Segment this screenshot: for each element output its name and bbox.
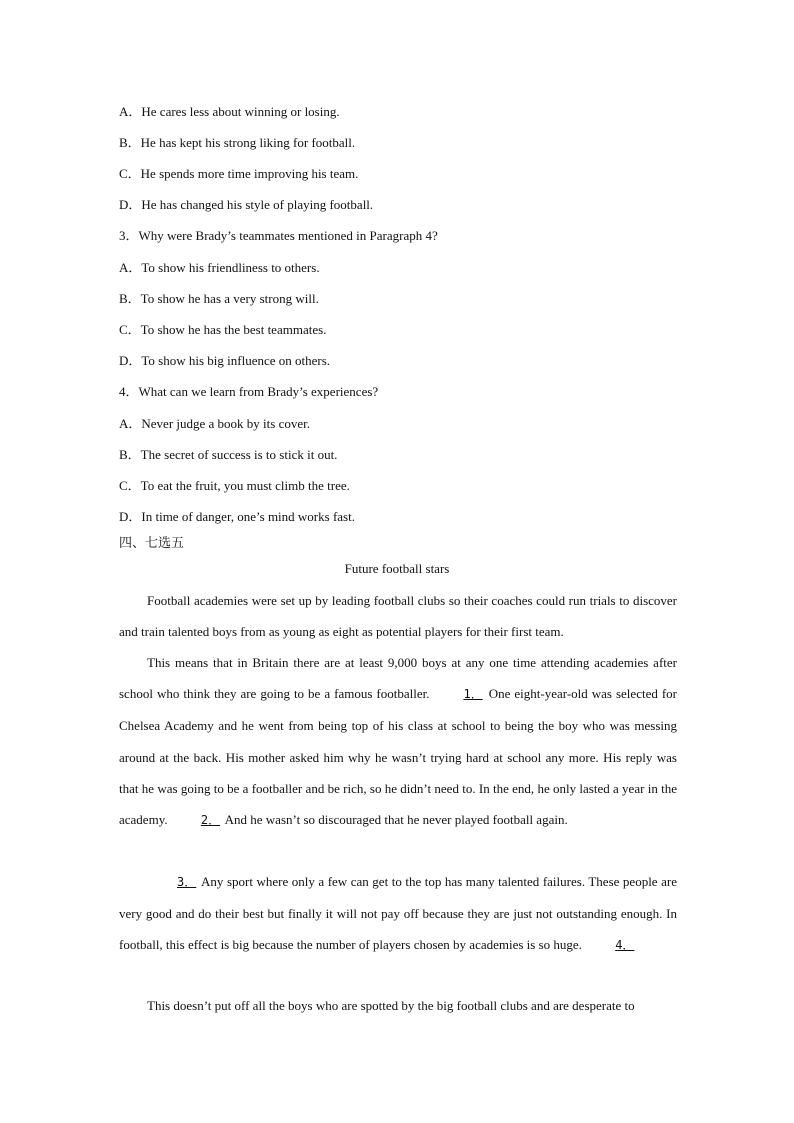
q4-option-b: B．The secret of success is to stick it out.	[119, 447, 338, 462]
q3-option-c: C．To show he has the best teammates.	[119, 322, 327, 337]
blank-1: 1．	[463, 687, 483, 702]
q2-option-a: A．He cares less about winning or losing.	[119, 104, 340, 119]
q4-option-a: A．Never judge a book by its cover.	[119, 416, 310, 431]
passage-paragraph-4	[119, 990, 677, 1021]
q3-question: 3．Why were Brady’s teammates mentioned in Paragraph 4?	[119, 228, 438, 243]
passage-paragraph-3	[119, 866, 677, 962]
q3-option-b: B．To show he has a very strong will.	[119, 291, 319, 306]
passage-paragraph-4-text: This doesn’t put off all the boys who are spotted by the big football clubs and are desperate to	[147, 998, 635, 1013]
blank-3: 3．	[177, 875, 197, 889]
blank-4: 4．	[615, 938, 635, 953]
passage-paragraph-1	[119, 585, 677, 647]
q2-option-b: B．He has kept his strong liking for football.	[119, 135, 356, 150]
q4-option-d: D．In time of danger, one’s mind works fast.	[119, 509, 355, 524]
passage-paragraph-2-text-b: One eight-year-old was selected for Chelsea Academy and he went from being top of his class at school to being the boy who was messing around at the back. His mother asked him why he wasn’t trying hard at school any more. His reply was that he was going to be a footballer and be rich, so he didn’t need to. In the end, he only lasted a year in the academy.	[119, 686, 678, 828]
passage-title: Future football stars	[344, 561, 450, 576]
q4-question: 4．What can we learn from Brady’s experiences?	[119, 384, 379, 399]
passage-paragraph-2-text-a: This means that in Britain there are at least 9,000 boys at any one time attending academies after school who think they are going to be a famous footballer.	[119, 655, 677, 702]
passage-paragraph-3-text: Any sport where only a few can get to the top has many talented failures. These people are very good and do their best but finally it will not pay off because they are just not outstanding enough. In football, this effect is big because the number of players chosen by academies is so huge.	[119, 874, 677, 953]
q4-option-c: C．To eat the fruit, you must climb the tree.	[119, 478, 350, 493]
passage-paragraph-2-text-c: And he wasn’t so discouraged that he never played football again.	[224, 812, 568, 828]
q2-option-d: D．He has changed his style of playing football.	[119, 197, 374, 212]
section-heading: 四、七选五	[119, 536, 185, 551]
q3-option-d: D．To show his big influence on others.	[119, 353, 331, 368]
passage-paragraph-1-text: Football academies were set up by leading football clubs so their coaches could run trials to discover and train talented boys from as young as eight as potential players for their first team.	[119, 593, 677, 640]
passage-paragraph-2	[119, 647, 677, 836]
q3-option-a: A．To show his friendliness to others.	[119, 260, 320, 275]
blank-2: 2．	[200, 813, 221, 828]
q2-option-c: C．He spends more time improving his team.	[119, 166, 359, 181]
